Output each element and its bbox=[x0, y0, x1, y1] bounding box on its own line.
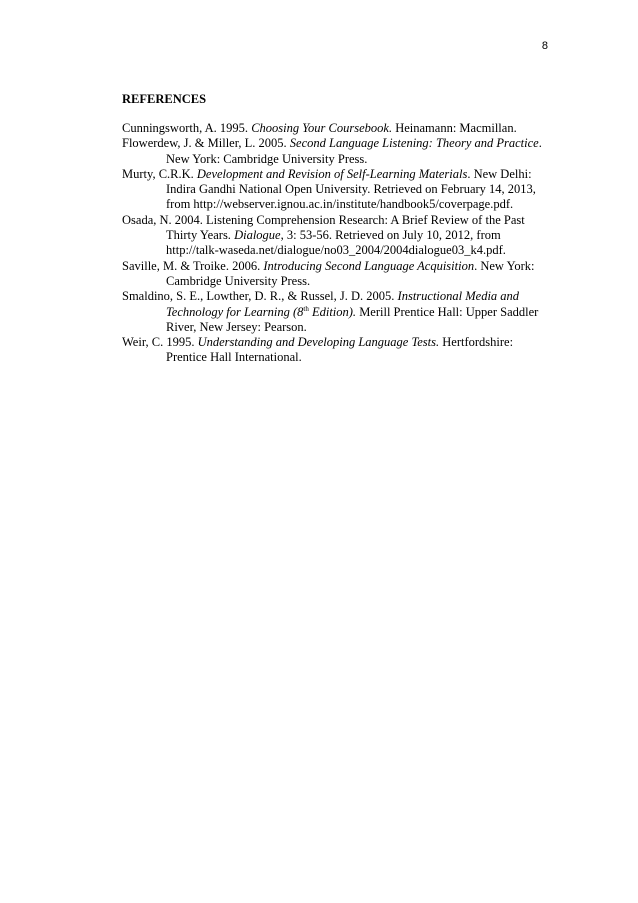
reference-text: Saville, M. & Troike. 2006. bbox=[122, 258, 264, 273]
reference-text: Cunningsworth, A. 1995. bbox=[122, 121, 252, 135]
reference-title: Instructional Media and Technology for Learning (8 bbox=[166, 289, 520, 319]
reference-text: . New York: Cambridge University Press. bbox=[166, 136, 542, 166]
reference-list bbox=[122, 121, 552, 366]
reference-title: Development and Revision of Self-Learning Materials bbox=[196, 166, 468, 181]
references-heading: REFERENCES bbox=[122, 92, 207, 106]
reference-entry bbox=[122, 213, 552, 259]
reference-entry bbox=[122, 289, 552, 335]
reference-title: Understanding and Developing Language Tests. bbox=[197, 335, 440, 350]
reference-text: . New Delhi: Indira Gandhi National Open University. Retrieved on February 14, 2013, from http://webserver.ignou.ac.in/institute/handbook5/coverpage.pdf. bbox=[166, 166, 536, 212]
reference-entry bbox=[122, 335, 552, 366]
reference-text: , 3: 53-56. Retrieved on July 10, 2012, from http://talk-waseda.net/dialogue/no03_2004/2004dialogue03_k4.pdf. bbox=[166, 228, 506, 258]
reference-entry bbox=[122, 259, 552, 290]
reference-text: Hertfordshire: Prentice Hall International. bbox=[166, 335, 514, 365]
reference-entry bbox=[122, 121, 552, 136]
reference-title: Dialogue bbox=[234, 228, 281, 243]
reference-text: Osada, N. 2004. Listening Comprehension Research: A Brief Review of the Past Thirty Years. bbox=[122, 212, 525, 243]
reference-superscript: th bbox=[303, 304, 309, 313]
page-number: 8 bbox=[541, 40, 548, 52]
reference-text: . New York: Cambridge University Press. bbox=[166, 258, 535, 288]
reference-title: Second Language Listening: Theory and Practice bbox=[289, 136, 539, 151]
reference-text: Merill Prentice Hall: Upper Saddler River, New Jersey: Pearson. bbox=[166, 304, 539, 334]
reference-text: Flowerdew, J. & Miller, L. 2005. bbox=[122, 136, 290, 151]
reference-text: Weir, C. 1995. bbox=[122, 335, 198, 350]
reference-entry bbox=[122, 136, 552, 167]
reference-entry bbox=[122, 167, 552, 213]
reference-title: Choosing Your Coursebook. bbox=[251, 121, 393, 135]
reference-text: Heinamann: Macmillan. bbox=[392, 121, 517, 135]
reference-text: Smaldino, S. E., Lowther, D. R., & Russel, J. D. 2005. bbox=[122, 289, 398, 304]
reference-title-continued: Edition). bbox=[308, 304, 357, 319]
reference-text: Murty, C.R.K. bbox=[122, 166, 197, 181]
reference-title: Introducing Second Language Acquisition bbox=[263, 258, 475, 273]
